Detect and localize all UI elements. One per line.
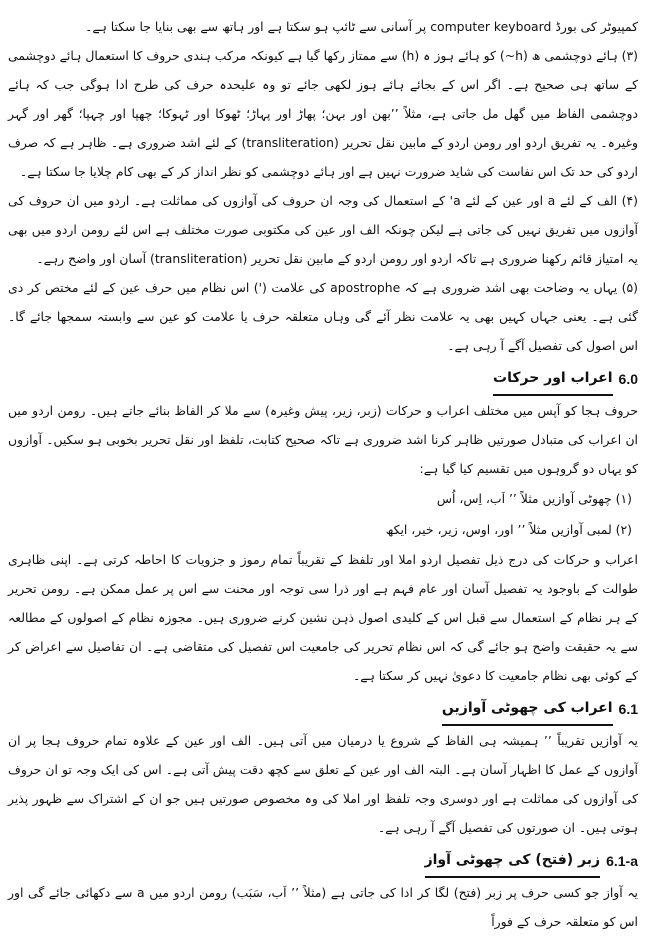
section-title: اعراب اور حرکات [493,362,613,396]
paragraph-6-0: حروف ہجا کو آپس میں مختلف اعراب و حرکات (زبر، زیر، پیش وغیرہ) سے ملا کر الفاظ بنائے جاتے ہیں۔ رومن اردو میں ان اعراب کی متبادل صورتیں ظاہر کرنا اشد ضروری ہے تاکہ صحیح کتابت، تلفظ اور نقل تحریر بخوبی ہو سکیں۔ آوازوں کو یہاں دو گروہوں میں تقسیم کیا گیا ہے: [8,403,638,476]
list-item: (۱) چھوٹی آوازیں مثلاً ’’ اَب، اِس، اُس [436,491,632,506]
intro-paragraph: کمپیوٹر کی بورڈ computer keyboard پر آسانی سے ٹائپ ہو سکتا ہے اور ہاتھ سے بھی بنایا جا سکتا ہے۔ [85,19,638,34]
section-6-1-heading [8,692,638,726]
paragraph-5: (۵) یہاں یہ وضاحت بھی اشد ضروری ہے کہ apostrophe کی علامت (') اس نظام میں حرف عین کے لئے مختص کر دی گئی ہے۔ یعنی جہاں کہیں بھی یہ علامت نظر آئے گی وہاں متعلقہ حرف یا علامت کو عین سے وابستہ سمجھا جائے گا۔ اس اصول کی تفصیل آگے آ رہی ہے۔ [8,280,639,353]
section-number: 6.1 [618,701,638,717]
section-title: زبر (فتح) کی چھوٹی آواز [425,844,601,878]
section-number: 6.1-a [606,853,638,869]
section-6-0-heading [8,362,638,396]
section-number: 6.0 [618,371,638,387]
paragraph-6-1: یہ آوازیں تقریباً ’’ ہمیشہ ہی الفاظ کے شروع یا درمیان میں آتی ہیں۔ الف اور عین کے علاوہ تمام حروف ہجا پر ان آوازوں کے عمل کا اظہار آسان ہے۔ البتہ الف اور عین کے تعلق سے کچھ دقت پیش آتی ہے۔ اس کی ایک وجہ تو ان حروف کی آوازوں کی مماثلت ہے اور دوسری وجہ تلفظ اور املا کی وہ مخصوص صورتیں ہیں جو ان کے اشتراک سے ظہور پذیر ہوتی ہیں۔ ان صورتوں کی تفصیل آگے آ رہی ہے۔ [8,733,638,835]
paragraph-6-0-b: اعراب و حرکات کی درج ذیل تفصیل اردو املا اور تلفظ کے تقریباً تمام رموز و جزویات کا احاطہ کرتی ہے۔ اپنی ظاہری طوالت کے باوجود یہ تفصیل آسان اور عام فہم ہے اور ذرا سی توجہ اور محنت سے اس پر عمل ممکن ہے۔ رومن تحریر کے ہر نظام کے استعمال سے قبل اس کے کلیدی اصول ذہن نشین کرنے ضروری ہیں۔ مجوزہ نظام کے اصولوں کے مطالعہ سے یہ حقیقت واضح ہو جائے گی کہ اس نظام تحریر کی جامعیت اس تفصیل کی متقاضی ہے۔ ان تفاصیل سے اعراض کر کے کوئی بھی نظام جامعیت کا دعویٰ نہیں کر سکتا ہے۔ [8,552,638,683]
list-item: (۲) لمبی آوازیں مثلاً ’’ اور، اوس، زیر، خیر، ایکھ [385,522,632,537]
document-page [8,12,639,929]
section-title: اعراب کی چھوٹی آوازیں [442,692,613,726]
paragraph-3: (۳) ہائے دوچشمی ھ (h~) کو ہائے ہوز ہ (h) سے ممتاز رکھا گیا ہے کیونکہ مرکب ہندی حروف کا استعمال ہائے دوچشمی کے ساتھ ہی صحیح ہے۔ اگر اس کے بجائے ہائے ہوز لکھی جائے تو وہ علیحدہ حرف کی طرح ادا ہوگی جب کہ ہائے دوچشمی الفاظ میں گھل مل جاتی ہے، مثلاً ’’بھن اور بہن؛ پھاڑ اور پہاڑ؛ ٹھوکا اور ٹہوکا؛ چھپا اور چہپا؛ گھر اور گہر وغیرہ۔ یہ تفریق اردو اور رومن اردو کے مابین نقل تحریر (transliteration) کے لئے اشد ضروری ہے۔ ظاہر ہے کہ صرف اردو کی حد تک اس نفاست کی شاید ضرورت نہیں ہے اور ہائے دوچشمی کو نظر انداز کر کے بھی کام چلایا جا سکتا ہے۔ [8,48,638,179]
paragraph-4: (۴) الف کے لئے a اور عین کے لئے a' کے استعمال کی وجہ ان حروف کی آوازوں کی مماثلت ہے۔ اردو میں ان حروف کی آوازوں میں تفریق نہیں کی جاتی ہے لیکن چونکہ الف اور عین کی مکتوبی صورت مختلف ہے اس لئے رومن اردو میں بھی یہ امتیاز قائم رکھنا ضروری ہے تاکہ اردو اور رومن اردو کے مابین نقل تحریر (transliteration) آسان اور واضح رہے۔ [8,193,638,266]
section-6-1-a-heading [8,844,638,878]
paragraph-6-1-a: یہ آواز جو کسی حرف پر زبر (فتح) لگا کر ادا کی جاتی ہے (مثلاً ’’ اَب، سَبَب) رومن اردو میں a سے دکھائی جائے گی اور اس کو متعلقہ حرف کے فوراً [8,885,638,929]
